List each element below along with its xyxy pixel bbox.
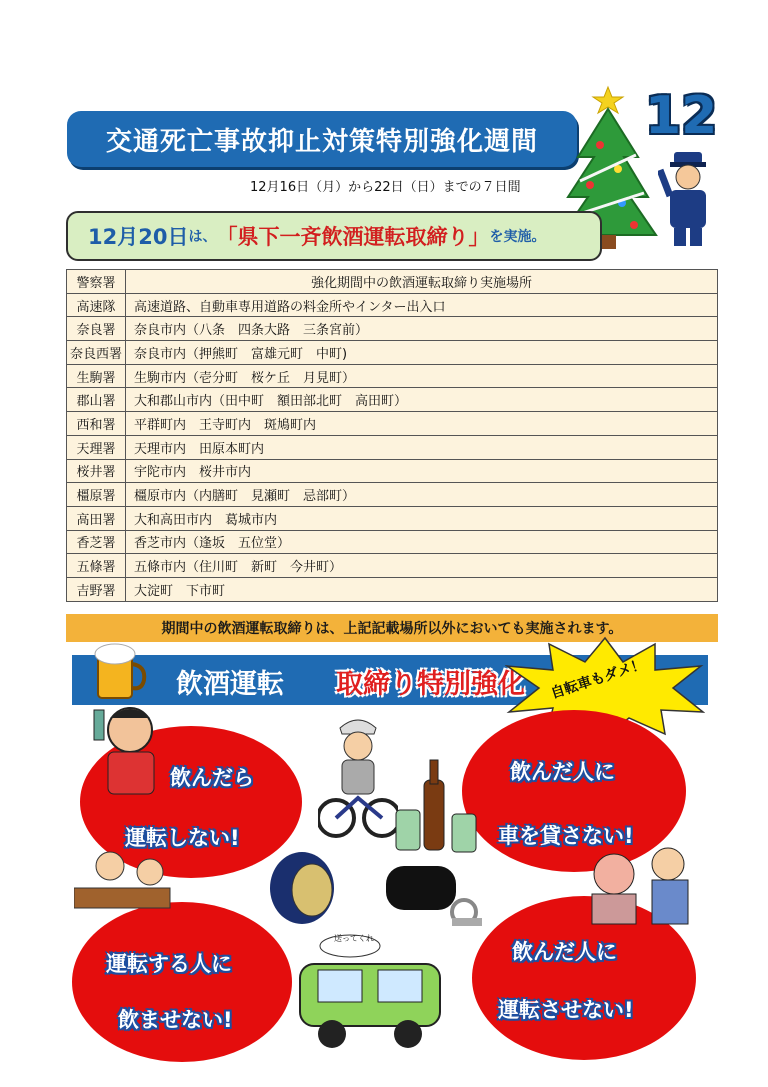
station-cell: 奈良西署 bbox=[67, 341, 126, 365]
station-cell: 西和署 bbox=[67, 412, 126, 436]
slogan-4-line1: 飲んだ人に bbox=[512, 940, 617, 964]
location-cell: 生駒市内（壱分町 桜ケ丘 月見町） bbox=[126, 364, 718, 388]
station-cell: 橿原署 bbox=[67, 483, 126, 507]
location-cell: 大淀町 下市町 bbox=[126, 577, 718, 601]
location-cell: 大和高田市内 葛城市内 bbox=[126, 506, 718, 530]
table-row bbox=[67, 412, 718, 436]
location-cell: 橿原市内（内膳町 見瀬町 忌部町） bbox=[126, 483, 718, 507]
slogan-3-line2: 飲ませない! bbox=[118, 1008, 233, 1032]
checkpoint-table bbox=[66, 269, 718, 602]
location-cell: 高速道路、自動車専用道路の料金所やインター出入口 bbox=[126, 293, 718, 317]
car-key-icon bbox=[382, 860, 486, 940]
slogan-2-line2: 車を貸さない! bbox=[498, 824, 634, 848]
table-row bbox=[67, 554, 718, 578]
table-row bbox=[67, 459, 718, 483]
location-cell: 宇陀市内 桜井市内 bbox=[126, 459, 718, 483]
campaign-subtitle bbox=[66, 211, 602, 261]
campaign-date: 12月20日 bbox=[88, 225, 189, 249]
people-illustration bbox=[578, 840, 698, 926]
bar-counter-illustration bbox=[74, 842, 174, 934]
drinker-man-illustration bbox=[92, 700, 170, 800]
station-cell: 香芝署 bbox=[67, 530, 126, 554]
table-row bbox=[67, 388, 718, 412]
station-cell: 郡山署 bbox=[67, 388, 126, 412]
station-cell: 奈良署 bbox=[67, 317, 126, 341]
station-cell: 天理署 bbox=[67, 435, 126, 459]
campaign-suffix: を実施。 bbox=[489, 229, 546, 245]
table-row bbox=[67, 483, 718, 507]
badge-number: 12 bbox=[645, 86, 718, 146]
period-text: 12月16日（月）から22日（日）までの７日間 bbox=[250, 180, 521, 195]
bottles-icon bbox=[390, 750, 486, 860]
table-row bbox=[67, 293, 718, 317]
location-cell: 香芝市内（逢坂 五位堂） bbox=[126, 530, 718, 554]
car-speech-text: 送ってくれ bbox=[334, 934, 374, 943]
slogan-2-line1: 飲んだ人に bbox=[510, 760, 615, 784]
slogan-4-line2: 運転させない! bbox=[498, 998, 634, 1022]
station-cell: 高田署 bbox=[67, 506, 126, 530]
location-cell: 平群町内 王寺町内 斑鳩町内 bbox=[126, 412, 718, 436]
location-cell: 奈良市内（八条 四条大路 三条宮前） bbox=[126, 317, 718, 341]
table-row bbox=[67, 341, 718, 365]
location-cell: 天理市内 田原本町内 bbox=[126, 435, 718, 459]
title-banner bbox=[67, 111, 577, 167]
table-row bbox=[67, 530, 718, 554]
page-title: 交通死亡事故抑止対策特別強化週間 bbox=[105, 126, 538, 157]
table-row bbox=[67, 364, 718, 388]
table-row bbox=[67, 577, 718, 601]
note-bar: 期間中の飲酒運転取締りは、上記記載場所以外においても実施されます。 bbox=[66, 614, 718, 642]
table-row bbox=[67, 435, 718, 459]
section-title-a: 飲酒運転 bbox=[176, 669, 284, 700]
police-officer-icon bbox=[658, 150, 718, 250]
cyclist-icon bbox=[318, 712, 398, 842]
campaign-particle: は、 bbox=[188, 229, 217, 245]
header-location: 強化期間中の飲酒運転取締り実施場所 bbox=[126, 270, 718, 294]
station-cell: 生駒署 bbox=[67, 364, 126, 388]
can-icon bbox=[262, 848, 342, 928]
car-icon bbox=[296, 934, 446, 1052]
station-cell: 桜井署 bbox=[67, 459, 126, 483]
section-title-b: 取締り特別強化 bbox=[336, 669, 525, 700]
location-cell: 五條市内（住川町 新町 今井町） bbox=[126, 554, 718, 578]
campaign-name: 「県下一斉飲酒運転取締り」 bbox=[216, 225, 490, 249]
slogan-1-line1: 飲んだら bbox=[170, 766, 254, 790]
station-cell: 高速隊 bbox=[67, 293, 126, 317]
header-station: 警察署 bbox=[67, 270, 126, 294]
location-cell: 奈良市内（押熊町 富雄元町 中町) bbox=[126, 341, 718, 365]
beer-mug-icon bbox=[92, 640, 148, 702]
station-cell: 吉野署 bbox=[67, 577, 126, 601]
burst-text: 自転車もダメ！ bbox=[548, 656, 648, 703]
table-row bbox=[67, 506, 718, 530]
station-cell: 五條署 bbox=[67, 554, 126, 578]
slogan-1-line2: 運転しない! bbox=[125, 826, 240, 850]
table-header-row bbox=[67, 270, 718, 294]
slogan-3-line1: 運転する人に bbox=[106, 952, 232, 976]
location-cell: 大和郡山市内（田中町 額田部北町 高田町） bbox=[126, 388, 718, 412]
table-row bbox=[67, 317, 718, 341]
